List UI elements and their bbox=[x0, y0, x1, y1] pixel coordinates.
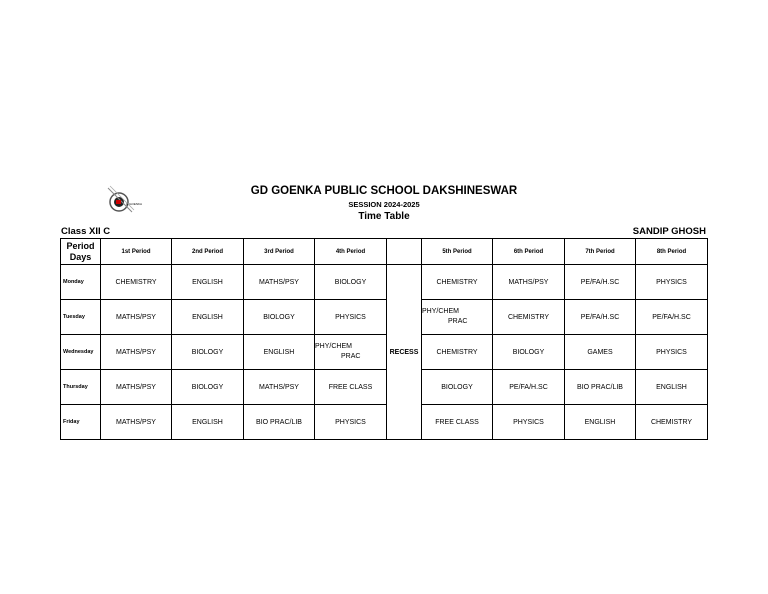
day-cell: Thursday bbox=[61, 370, 101, 405]
header-cell: 8th Period bbox=[636, 239, 708, 265]
session: SESSION 2024-2025 bbox=[348, 200, 420, 209]
header-cell: 6th Period bbox=[493, 239, 565, 265]
period-cell: ENGLISH bbox=[172, 265, 244, 300]
table-row bbox=[61, 405, 708, 440]
period-cell: BIOLOGY bbox=[422, 370, 493, 405]
period-cell: ENGLISH bbox=[172, 300, 244, 335]
header-cell: 7th Period bbox=[565, 239, 636, 265]
day-cell: Tuesday bbox=[61, 300, 101, 335]
header-cell: Period Days bbox=[61, 239, 101, 265]
recess-cell: RECESS bbox=[387, 265, 422, 440]
period-cell: MATHS/PSY bbox=[493, 265, 565, 300]
header-cell bbox=[387, 239, 422, 265]
day-cell: Wednesday bbox=[61, 335, 101, 370]
period-cell: PHYSICS bbox=[636, 265, 708, 300]
timetable bbox=[60, 238, 708, 440]
period-cell: BIOLOGY bbox=[172, 335, 244, 370]
period-cell: MATHS/PSY bbox=[101, 370, 172, 405]
period-cell: BIOLOGY bbox=[315, 265, 387, 300]
period-cell: FREE CLASS bbox=[315, 370, 387, 405]
period-cell: BIO PRAC/LIB bbox=[565, 370, 636, 405]
period-cell: MATHS/PSY bbox=[101, 405, 172, 440]
period-cell: CHEMISTRY bbox=[422, 335, 493, 370]
header-cell: 3rd Period bbox=[244, 239, 315, 265]
period-cell: BIOLOGY bbox=[172, 370, 244, 405]
header-row bbox=[61, 239, 708, 265]
table-row bbox=[61, 370, 708, 405]
logo-text: G GOENKA bbox=[126, 202, 143, 206]
period-cell: FREE CLASS bbox=[422, 405, 493, 440]
period-cell: PHY/CHEM PRAC bbox=[422, 300, 493, 335]
period-cell: PE/FA/H.SC bbox=[493, 370, 565, 405]
period-cell: PE/FA/H.SC bbox=[565, 300, 636, 335]
header-cell: 4th Period bbox=[315, 239, 387, 265]
teacher-name: SANDIP GHOSH bbox=[632, 226, 706, 237]
header-cell: 1st Period bbox=[101, 239, 172, 265]
period-cell: PE/FA/H.SC bbox=[636, 300, 708, 335]
period-cell: CHEMISTRY bbox=[636, 405, 708, 440]
period-cell: CHEMISTRY bbox=[422, 265, 493, 300]
period-cell: MATHS/PSY bbox=[101, 300, 172, 335]
period-cell: ENGLISH bbox=[565, 405, 636, 440]
period-cell: BIOLOGY bbox=[493, 335, 565, 370]
table-row bbox=[61, 335, 708, 370]
period-cell: PHYSICS bbox=[315, 405, 387, 440]
period-cell: PHYSICS bbox=[315, 300, 387, 335]
period-cell: MATHS/PSY bbox=[101, 335, 172, 370]
day-cell: Monday bbox=[61, 265, 101, 300]
header-cell: 5th Period bbox=[422, 239, 493, 265]
day-cell: Friday bbox=[61, 405, 101, 440]
page-title: Time Table bbox=[358, 211, 410, 222]
table-row bbox=[61, 300, 708, 335]
period-cell: PHY/CHEM PRAC bbox=[315, 335, 387, 370]
period-cell: MATHS/PSY bbox=[244, 265, 315, 300]
period-cell: CHEMISTRY bbox=[101, 265, 172, 300]
period-cell: ENGLISH bbox=[172, 405, 244, 440]
header-cell: 2nd Period bbox=[172, 239, 244, 265]
period-cell: PHYSICS bbox=[636, 335, 708, 370]
period-cell: PE/FA/H.SC bbox=[565, 265, 636, 300]
period-cell: BIOLOGY bbox=[244, 300, 315, 335]
school-name: GD GOENKA PUBLIC SCHOOL DAKSHINESWAR bbox=[250, 185, 518, 197]
period-cell: MATHS/PSY bbox=[244, 370, 315, 405]
period-cell: ENGLISH bbox=[244, 335, 315, 370]
period-cell: GAMES bbox=[565, 335, 636, 370]
table-row bbox=[61, 265, 708, 300]
class-label: Class XII C bbox=[61, 226, 111, 237]
period-cell: CHEMISTRY bbox=[493, 300, 565, 335]
period-cell: PHYSICS bbox=[493, 405, 565, 440]
period-cell: ENGLISH bbox=[636, 370, 708, 405]
period-cell: BIO PRAC/LIB bbox=[244, 405, 315, 440]
